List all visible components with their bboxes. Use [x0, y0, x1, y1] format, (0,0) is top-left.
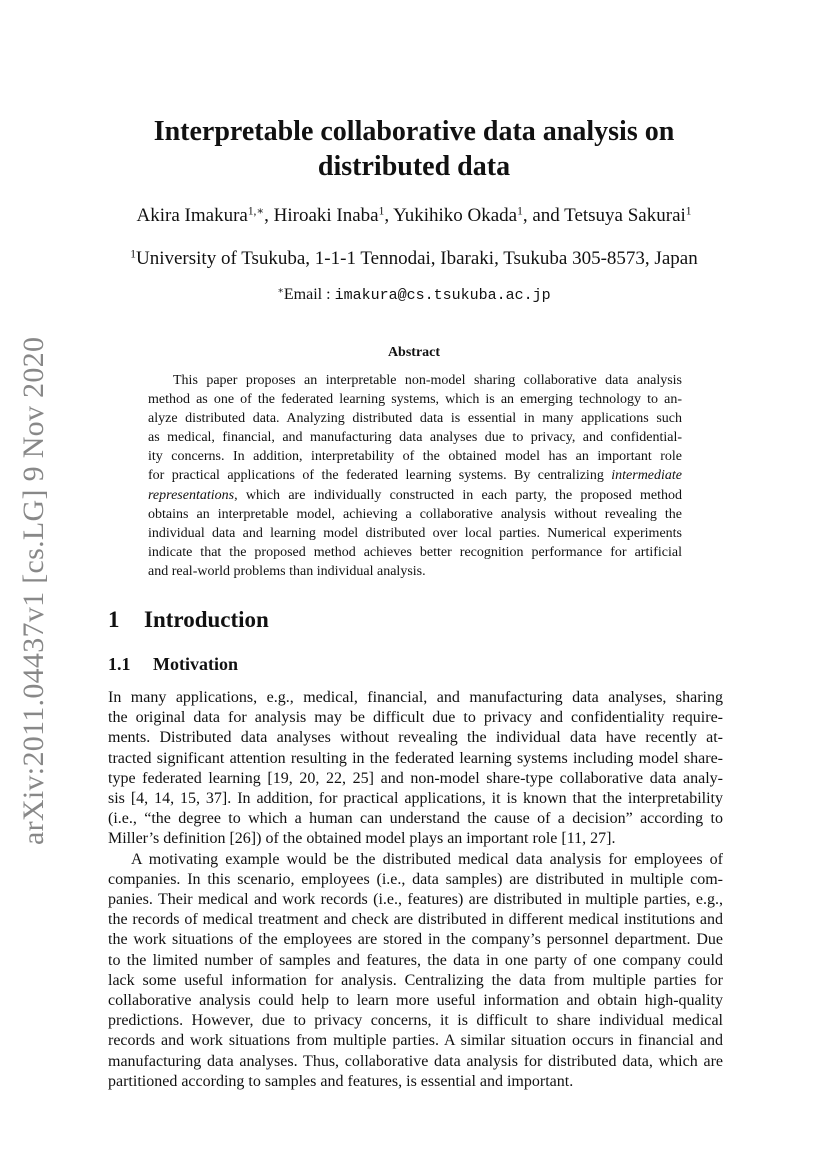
body-line: panies. Their medical and work records (i.e., features) are distributed in multiple parties, e.g.,: [108, 891, 723, 909]
affiliation: [108, 248, 720, 270]
author-affiliation-mark: 1: [378, 205, 385, 218]
author-separator: ,: [264, 205, 274, 226]
abstract-body: [148, 371, 682, 581]
body-line: Miller’s definition [26]) of the obtained model plays an important role [11, 27].: [108, 830, 616, 848]
abstract-line-text: for practical applications of the federated learning systems. By centralizing: [148, 468, 604, 484]
abstract-line: indicate that the proposed method achieves better recognition performance for artificial: [148, 544, 682, 560]
abstract-line: ity concerns. In addition, interpretability of the obtained model has an important role: [148, 449, 682, 465]
body-line: type federated learning [19, 20, 22, 25] and non-model share-type collaborative data analy-: [108, 769, 723, 787]
author-name: Tetsuya Sakurai: [564, 205, 686, 226]
body-line: the original data for analysis may be difficult due to privacy and confidentiality require-: [108, 709, 723, 727]
subsection-number: 1.1: [108, 654, 131, 674]
author-name: Hiroaki Inaba: [273, 205, 379, 226]
author-affiliation-mark: 1: [517, 205, 523, 218]
introduction-body: [108, 688, 723, 1092]
section-title: Introduction: [144, 607, 269, 632]
email-label: Email :: [283, 286, 335, 303]
section-heading-introduction: [108, 607, 269, 633]
paper-title: [108, 114, 720, 184]
body-line: companies. In this scenario, employees (i.e., data samples) are distributed in multiple com-: [108, 870, 723, 888]
arxiv-identifier-stamp: arXiv:2011.04437v1 [cs.LG] 9 Nov 2020: [17, 336, 50, 845]
body-line: the records of medical treatment and check are distributed in different medical institutions and: [108, 911, 723, 929]
author-affiliation-mark: 1,∗: [247, 205, 265, 218]
author-separator: ,: [384, 205, 394, 226]
abstract-line: [148, 486, 682, 505]
body-line: records and work situations from multiple parties. A similar situation occurs in financial and: [108, 1032, 723, 1050]
body-line: manufacturing data analyses. Thus, collaborative data analysis for distributed data, which are: [108, 1052, 723, 1070]
author-affiliation-mark: 1: [685, 205, 692, 218]
affiliation-text: University of Tsukuba, 1-1-1 Tennodai, Ibaraki, Tsukuba 305-8573, Japan: [136, 248, 698, 269]
author-separator: , and: [522, 205, 565, 226]
body-line: collaborative analysis could help to learn more useful information and obtain high-quality: [108, 992, 723, 1010]
abstract-line: method as one of the federated learning systems, which is an emerging technology to an-: [148, 392, 682, 408]
body-line: partitioned according to samples and features, is essential and important.: [108, 1072, 574, 1090]
subsection-heading-motivation: [108, 654, 238, 675]
emphasis-representations: representations: [148, 487, 235, 503]
subsection-title: Motivation: [153, 654, 238, 674]
email-address: imakura@cs.tsukuba.ac.jp: [334, 287, 551, 304]
abstract-line: alyze distributed data. Analyzing distributed data is essential in many applications such: [148, 411, 682, 427]
abstract-line: This paper proposes an interpretable non-model sharing collaborative data analysis: [173, 373, 682, 388]
abstract-heading: Abstract: [387, 345, 441, 360]
emphasis-intermediate: intermediate: [611, 468, 683, 484]
paragraph: [108, 850, 723, 1092]
body-line: ments. Distributed data analyses without revealing the individual data have recently at-: [108, 729, 723, 747]
author-list: [108, 205, 720, 227]
body-line: A motivating example would be the distributed medical data analysis for employees of: [131, 850, 723, 868]
body-line: lack some useful information for analysis. Centralizing the data from multiple parties for: [108, 971, 723, 989]
abstract-line: and real-world problems than individual analysis.: [148, 563, 426, 579]
body-line: to the limited number of samples and features, the data in one party of one company could: [108, 951, 723, 969]
section-number: 1: [108, 607, 120, 632]
body-line: tracted significant attention resulting in the federated learning systems including model share-: [108, 749, 723, 767]
abstract-line: as medical, financial, and manufacturing data analyses due to privacy, and confidential-: [148, 430, 682, 446]
title-line: Interpretable collaborative data analysis on: [153, 116, 675, 147]
body-line: sis [4, 14, 15, 37]. In addition, for practical applications, it is known that the interpretability: [108, 790, 723, 808]
body-line: In many applications, e.g., medical, financial, and manufacturing data analyses, sharing: [108, 689, 723, 706]
paragraph: [108, 688, 723, 850]
abstract-line: obtains an interpretable model, achieving a collaborative analysis without revealing the: [148, 506, 682, 522]
body-line: (i.e., “the degree to which a human can understand the cause of a decision” according to: [108, 810, 723, 828]
abstract-line: [148, 466, 682, 485]
author-name: Akira Imakura: [136, 205, 248, 226]
corresponding-mark: ∗: [277, 285, 284, 297]
affiliation-mark: 1: [130, 248, 136, 261]
body-line: predictions. However, due to privacy concerns, it is difficult to share individual medical: [108, 1012, 723, 1030]
title-line: distributed data: [317, 151, 511, 182]
abstract-line: individual data and learning model distributed over local parties. Numerical experiments: [148, 525, 682, 541]
contact-email: [108, 286, 720, 304]
author-name: Yukihiko Okada: [393, 205, 518, 226]
abstract-line-text: , which are individually constructed in each party, the proposed method: [234, 487, 682, 503]
body-line: the work situations of the employees are stored in the company’s personnel department. Due: [108, 931, 723, 949]
